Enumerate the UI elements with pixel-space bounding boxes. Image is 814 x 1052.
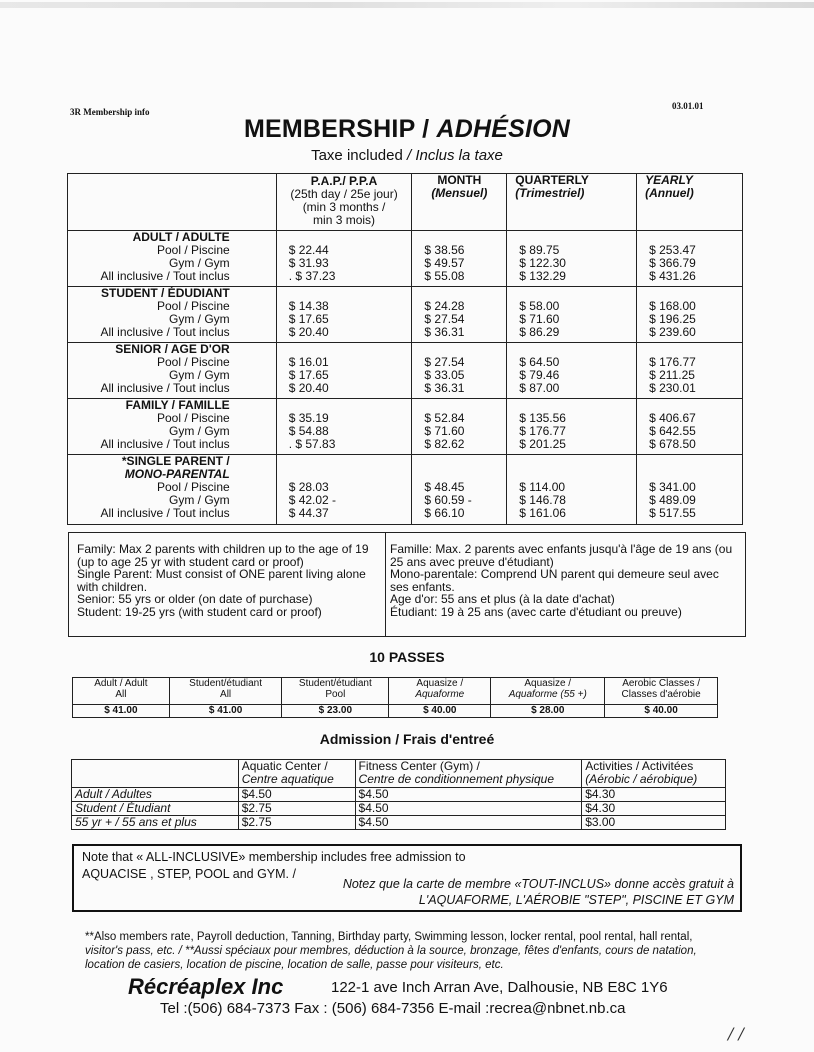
admission-header-empty <box>72 760 239 788</box>
category-row-label: All inclusive / Tout inclus <box>100 325 230 339</box>
definitions-box <box>68 532 746 637</box>
note-fr-1: Notez que la carte de membre «TOUT-INCLUS» donne accès gratuit à <box>342 877 734 891</box>
price-cell-month <box>412 399 507 455</box>
admission-header-l2: (Aérobic / aérobique) <box>585 772 698 786</box>
price-cell-month <box>412 231 507 287</box>
footer-line-2: visitor's pass, etc. / **Aussi spéciaux pour membres, déduction à la source, bronzage, fêtes d'enfants, cours de natation, <box>85 945 697 957</box>
definitions-divider <box>385 533 386 636</box>
definitions-fr <box>390 543 732 619</box>
admission-header <box>582 760 726 788</box>
category-name: FAMILY / FAMILLE <box>125 398 230 412</box>
price-value: $ 14.38 <box>288 299 329 313</box>
page-mark: / / <box>728 1024 744 1043</box>
def-family-en: Family: Max 2 parents with children up to the age of 19 <box>77 542 369 556</box>
price-cell-year <box>637 343 743 399</box>
footer-line-1: **Also members rate, Payroll deduction, Tanning, Birthday party, Swimming lesson, locker rental, pool rental, hall rental, <box>85 931 693 943</box>
date-code: 03.01.01 <box>672 101 704 111</box>
admission-header-l1: Fitness Center (Gym) / <box>358 759 480 773</box>
price-value: $ 82.62 <box>424 437 465 451</box>
price-value: $ 22.44 <box>288 243 329 257</box>
category-row-label: Pool / Piscine <box>156 480 230 494</box>
price-cell-quarter <box>507 343 637 399</box>
subtitle-en: Taxe included <box>311 147 403 164</box>
category-row-label: Gym / Gym <box>169 493 230 507</box>
pass-header-l2: Aquaforme <box>415 689 465 700</box>
brand-name: Récréaplex Inc <box>128 974 284 999</box>
price-value: $ 341.00 <box>649 480 696 494</box>
admission-label: 55 yr + / 55 ans et plus <box>72 816 239 830</box>
pass-header <box>282 678 389 705</box>
pass-price: $ 40.00 <box>605 705 718 718</box>
price-value: $ 146.78 <box>519 493 566 507</box>
def-single-fr-2: ses enfants. <box>390 579 455 594</box>
price-value: $ 87.00 <box>519 381 560 395</box>
price-value: $ 49.57 <box>424 256 465 270</box>
price-cell-year <box>637 399 743 455</box>
admission-table <box>71 759 726 830</box>
admission-header-l2: Centre aquatique <box>241 772 334 786</box>
price-value: $ 48.45 <box>424 480 465 494</box>
price-value: $ 71.60 <box>519 312 560 326</box>
price-cell-quarter <box>507 231 637 287</box>
pass-header <box>73 678 170 705</box>
def-senior-fr: Age d'or: 55 ans et plus (à la date d'achat) <box>390 592 615 607</box>
category-row-label: Pool / Piscine <box>156 243 230 257</box>
pass-header-l2: Aquaforme (55 +) <box>508 689 587 700</box>
price-value: $ 406.67 <box>649 411 696 425</box>
price-value: $ 36.31 <box>424 381 465 395</box>
pass-header <box>169 678 282 705</box>
pass-header-l1: Aerobic Classes / <box>622 678 700 689</box>
price-cell-year <box>637 287 743 343</box>
price-value: $ 27.54 <box>424 355 465 369</box>
pass-header <box>605 678 718 705</box>
pass-price: $ 40.00 <box>389 705 491 718</box>
price-cell-year <box>637 231 743 287</box>
admission-title: Admission / Frais d'entreé <box>319 731 495 747</box>
subtitle-fr: / Inclus la taxe <box>407 147 503 164</box>
admission-header <box>238 760 355 788</box>
price-cell-pap <box>276 287 412 343</box>
price-value: $ 431.26 <box>649 269 696 283</box>
price-value: $ 55.08 <box>424 269 465 283</box>
def-student-en: Student: 19-25 yrs (with student card or proof) <box>77 604 322 619</box>
membership-row <box>68 399 743 455</box>
price-value: $ 52.84 <box>424 411 465 425</box>
admission-row <box>72 802 726 816</box>
category-name: SENIOR / AGE D'OR <box>115 342 230 356</box>
def-single-en: Single Parent: Must consist of ONE parent living alone <box>77 567 366 582</box>
admission-price: $2.75 <box>238 802 355 816</box>
header-empty <box>68 174 277 231</box>
admission-header <box>355 760 582 788</box>
price-cell-month <box>412 343 507 399</box>
admission-price: $3.00 <box>582 816 726 830</box>
price-value: $ 58.00 <box>519 299 560 313</box>
passes-title: 10 PASSES <box>369 649 445 665</box>
price-value: $ 86.29 <box>519 325 560 339</box>
admission-label: Student / Étudiant <box>72 802 239 816</box>
price-value: $ 89.75 <box>519 243 560 257</box>
price-value: $ 17.65 <box>288 312 329 326</box>
pass-price: $ 41.00 <box>73 705 170 718</box>
admission-price: $4.50 <box>355 802 582 816</box>
doc-id: 3R Membership info <box>70 107 150 117</box>
address: 122-1 ave Inch Arran Ave, Dalhousie, NB E8C 1Y6 <box>331 979 668 996</box>
price-value: $ 176.77 <box>649 355 696 369</box>
membership-table <box>67 173 743 525</box>
definitions-en <box>77 543 369 619</box>
price-value: . $ 57.83 <box>288 437 336 451</box>
admission-header-l2: Centre de conditionnement physique <box>358 772 554 786</box>
pass-header-l1: Aquasize / <box>416 678 464 689</box>
price-value: $ 35.19 <box>288 411 329 425</box>
price-value: $ 28.03 <box>288 480 329 494</box>
page-subtitle <box>0 147 814 164</box>
pass-header-l1: Adult / Adult <box>94 678 148 689</box>
price-value: $ 122.30 <box>519 256 566 270</box>
price-value: $ 42.02 - <box>288 493 337 507</box>
price-value: $ 176.77 <box>519 424 566 438</box>
admission-label: Adult / Adultes <box>72 788 239 802</box>
admission-price: $4.50 <box>238 788 355 802</box>
admission-row <box>72 788 726 802</box>
page-title <box>0 115 814 144</box>
category-row-label: All inclusive / Tout inclus <box>100 437 230 451</box>
col-header-yearly: YEARLY (Annuel) <box>637 174 743 231</box>
pass-price: $ 28.00 <box>491 705 605 718</box>
def-family-fr-2: 25 ans avec preuve d'étudiant) <box>390 554 554 569</box>
pass-header-l1: Student/étudiant <box>189 678 263 689</box>
price-value: . $ 37.23 <box>288 269 336 283</box>
price-value: $ 196.25 <box>649 312 696 326</box>
membership-row <box>68 343 743 399</box>
price-value: $ 642.55 <box>649 424 696 438</box>
price-value: $ 31.93 <box>288 256 329 270</box>
price-cell-year <box>637 455 743 525</box>
price-cell-pap <box>276 455 412 525</box>
price-value: $ 64.50 <box>519 355 560 369</box>
price-value: $ 54.88 <box>288 424 329 438</box>
price-value: $ 38.56 <box>424 243 465 257</box>
category-row-label: Gym / Gym <box>169 256 230 270</box>
price-cell-quarter <box>507 399 637 455</box>
price-value: $ 114.00 <box>519 480 566 494</box>
title-en: MEMBERSHIP / <box>243 115 430 143</box>
pass-header-l1: Aquasize / <box>524 678 572 689</box>
price-value: $ 79.46 <box>519 368 560 382</box>
def-family-en-2: (up to age 25 yr with student card or proof) <box>77 554 304 569</box>
title-fr: ADHÉSION <box>436 115 571 143</box>
col-header-quarterly: QUARTERLY (Trimestriel) <box>507 174 637 231</box>
price-value: $ 44.37 <box>288 506 329 520</box>
price-value: $ 239.60 <box>649 325 696 339</box>
admission-price: $2.75 <box>238 816 355 830</box>
pass-price: $ 23.00 <box>282 705 389 718</box>
price-cell-month <box>412 287 507 343</box>
category-name: *SINGLE PARENT / <box>121 454 230 468</box>
price-value: $ 17.65 <box>288 368 329 382</box>
pass-price: $ 41.00 <box>169 705 282 718</box>
price-value: $ 27.54 <box>424 312 465 326</box>
def-family-fr: Famille: Max. 2 parents avec enfants jusqu'à l'âge de 19 ans (ou <box>390 542 733 556</box>
category-row-label: All inclusive / Tout inclus <box>100 269 230 283</box>
membership-row <box>68 231 743 287</box>
price-value: $ 71.60 <box>424 424 465 438</box>
price-value: $ 253.47 <box>649 243 696 257</box>
def-single-en-2: with children. <box>77 579 148 594</box>
note-fr-2: L'AQUAFORME, L'AÉROBIE "STEP", PISCINE ET GYM <box>418 893 734 907</box>
pass-header <box>491 678 605 705</box>
admission-row <box>72 816 726 830</box>
passes-table <box>72 677 718 718</box>
price-cell-pap <box>276 231 412 287</box>
price-value: $ 66.10 <box>424 506 465 520</box>
pass-header-l2: Classes d'aérobie <box>621 689 701 700</box>
price-value: $ 60.59 - <box>424 493 472 507</box>
category-row-label: Gym / Gym <box>169 424 230 438</box>
price-value: $ 230.01 <box>649 381 696 395</box>
price-value: $ 201.25 <box>519 437 566 451</box>
category-row-label: All inclusive / Tout inclus <box>100 506 230 520</box>
price-value: $ 36.31 <box>424 325 465 339</box>
membership-row <box>68 455 743 525</box>
price-value: $ 20.40 <box>288 325 329 339</box>
category-row-label: Pool / Piscine <box>156 355 230 369</box>
category-row-label: Gym / Gym <box>169 312 230 326</box>
membership-row <box>68 287 743 343</box>
note-en-1: Note that « ALL-INCLUSIVE» membership includes free admission to <box>82 850 466 864</box>
category-row-label: Pool / Piscine <box>156 411 230 425</box>
category-cell <box>68 287 277 343</box>
footer-line-3: location de casiers, location de piscine, location de salle, passe pour visiteurs, etc. <box>85 959 504 971</box>
price-value: $ 16.01 <box>288 355 329 369</box>
admission-price: $4.30 <box>582 788 726 802</box>
pass-header <box>389 678 491 705</box>
pass-header-l1: Student/étudiant <box>298 678 372 689</box>
category-row-label: Gym / Gym <box>169 368 230 382</box>
category-cell <box>68 399 277 455</box>
price-cell-pap <box>276 343 412 399</box>
price-value: $ 33.05 <box>424 368 465 382</box>
admission-price: $4.30 <box>582 802 726 816</box>
price-value: $ 20.40 <box>288 381 329 395</box>
pass-header-l2: All <box>220 689 232 700</box>
col-header-pap: P.A.P./ P.P.A (25th day / 25e jour) (min 3 months / min 3 mois) <box>276 174 412 231</box>
price-value: $ 678.50 <box>649 437 696 451</box>
category-cell <box>68 343 277 399</box>
price-value: $ 211.25 <box>649 368 695 382</box>
price-value: $ 161.06 <box>519 506 566 520</box>
admission-header-l1: Aquatic Center / <box>241 759 328 773</box>
inclusive-note <box>72 844 742 912</box>
price-value: $ 24.28 <box>424 299 465 313</box>
price-value: $ 168.00 <box>649 299 696 313</box>
def-student-fr: Étudiant: 19 à 25 ans (avec carte d'étudiant ou preuve) <box>390 604 682 619</box>
price-cell-month <box>412 455 507 525</box>
category-name: STUDENT / ÉDUDIANT <box>101 286 230 300</box>
category-row-label: Pool / Piscine <box>156 299 230 313</box>
def-single-fr: Mono-parentale: Comprend UN parent qui demeure seul avec <box>390 567 719 582</box>
price-cell-quarter <box>507 455 637 525</box>
def-senior-en: Senior: 55 yrs or older (on date of purchase) <box>77 592 313 607</box>
price-value: $ 132.29 <box>519 269 566 283</box>
note-en-2: AQUACISE , STEP, POOL and GYM. / <box>82 867 296 881</box>
price-value: $ 135.56 <box>519 411 566 425</box>
pass-header-l2: Pool <box>325 689 346 700</box>
price-value: $ 489.09 <box>649 493 696 507</box>
category-row-label: All inclusive / Tout inclus <box>100 381 230 395</box>
price-value: $ 366.79 <box>649 256 696 270</box>
contact-line: Tel :(506) 684-7373 Fax : (506) 684-7356 E-mail :recrea@nbnet.nb.ca <box>160 1000 626 1017</box>
admission-price: $4.50 <box>355 816 582 830</box>
price-cell-pap <box>276 399 412 455</box>
footer-notes <box>85 930 745 972</box>
category-name-2: MONO-PARENTAL <box>124 467 230 481</box>
admission-header-l1: Activities / Activitées <box>585 759 694 773</box>
category-cell <box>68 455 277 525</box>
pass-header-l2: All <box>115 689 127 700</box>
category-cell <box>68 231 277 287</box>
admission-price: $4.50 <box>355 788 582 802</box>
price-value: $ 517.55 <box>649 506 696 520</box>
category-name: ADULT / ADULTE <box>132 230 230 244</box>
price-cell-quarter <box>507 287 637 343</box>
col-header-month: MONTH (Mensuel) <box>412 174 507 231</box>
scan-artifact <box>0 2 814 8</box>
